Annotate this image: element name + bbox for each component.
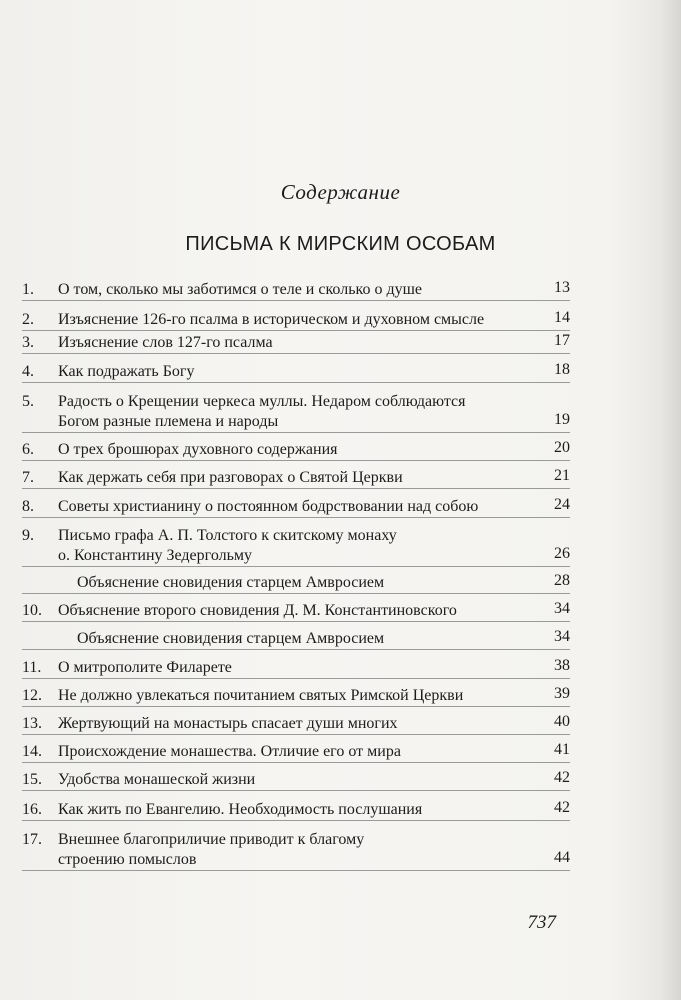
entry-page-number: 44	[554, 849, 570, 866]
entry-title-line: Не должно увлекаться почитанием святых Римской Церкви	[58, 687, 464, 704]
toc-subentry	[22, 573, 570, 594]
entry-title-line: Советы христианину о постоянном бодрствовании над собою	[58, 498, 479, 515]
entry-number: 3.	[22, 334, 34, 351]
entry-title	[58, 800, 534, 820]
entry-page-number: 41	[554, 741, 570, 758]
entry-title	[58, 497, 534, 517]
entry-title	[58, 362, 534, 382]
entry-number: 14.	[22, 743, 42, 760]
entry-title-line: Как подражать Богу	[58, 363, 195, 380]
toc-entry	[22, 280, 570, 301]
entry-title-line: О трех брошюрах духовного содержания	[58, 441, 338, 458]
entry-title	[58, 526, 534, 566]
entry-number: 6.	[22, 441, 34, 458]
entry-number: 10.	[22, 602, 42, 619]
entry-title	[58, 280, 534, 300]
page-edge-shadow	[659, 0, 681, 1000]
entry-page-number: 14	[554, 309, 570, 326]
entry-title-line: Объяснение второго сновидения Д. М. Константиновского	[58, 602, 457, 619]
entry-title-line: Изъяснение 126-го псалма в историческом и духовном смысле	[58, 311, 485, 328]
contents-heading: Содержание	[280, 180, 401, 204]
entry-page-number: 21	[554, 467, 570, 484]
entry-title	[58, 830, 534, 870]
page-number: 737	[527, 912, 556, 933]
entry-title	[58, 658, 534, 678]
entry-number: 2.	[22, 311, 34, 328]
entry-page-number: 20	[554, 439, 570, 456]
entry-number: 16.	[22, 801, 42, 818]
entry-page-number: 28	[554, 572, 570, 589]
entry-title	[58, 333, 534, 353]
entry-page-number: 42	[554, 769, 570, 786]
entry-title	[58, 440, 534, 460]
entry-page-number: 40	[554, 713, 570, 730]
entry-title-line: Жертвующий на монастырь спасает души многих	[58, 715, 398, 732]
toc-entry	[22, 526, 570, 567]
toc-entry	[22, 830, 570, 871]
toc-entry	[22, 601, 570, 622]
entry-title-line: Письмо графа А. П. Толстого к скитскому монаху	[58, 527, 397, 544]
toc-entry	[22, 468, 570, 489]
entry-page-number: 42	[554, 799, 570, 816]
entry-title-line: о. Константину Зедергольму	[58, 547, 253, 564]
entry-title-line: Радость о Крещении черкеса муллы. Недаром соблюдаются	[58, 393, 466, 410]
entry-title	[77, 573, 534, 593]
toc-entry	[22, 742, 570, 763]
entry-page-number: 34	[554, 628, 570, 645]
toc-entry	[22, 392, 570, 433]
toc-entry	[22, 497, 570, 518]
entry-title-line: Удобства монашеской жизни	[58, 771, 256, 788]
toc-subentry	[22, 629, 570, 650]
entry-number: 1.	[22, 281, 34, 298]
entry-title	[58, 392, 534, 432]
entry-page-number: 38	[554, 657, 570, 674]
toc-entry	[22, 362, 570, 383]
entry-number: 9.	[22, 527, 34, 544]
entry-number: 15.	[22, 771, 42, 788]
entry-title	[58, 601, 534, 621]
entry-title-line: О митрополите Филарете	[58, 659, 232, 676]
entry-title-line: Происхождение монашества. Отличие его от мира	[58, 743, 401, 760]
toc-entry	[22, 310, 570, 331]
entry-title	[58, 686, 534, 706]
entry-number: 17.	[22, 831, 42, 848]
entry-title	[58, 714, 534, 734]
entry-title-line: Как жить по Евангелию. Необходимость послушания	[58, 801, 423, 818]
entry-number: 4.	[22, 363, 34, 380]
entry-page-number: 18	[554, 361, 570, 378]
entry-title	[58, 468, 534, 488]
toc-entry	[22, 333, 570, 354]
entry-number: 11.	[22, 659, 42, 676]
entry-title	[58, 770, 534, 790]
entry-title-line: Изъяснение слов 127-го псалма	[58, 334, 273, 351]
entry-page-number: 24	[554, 496, 570, 513]
toc-entry	[22, 658, 570, 679]
entry-title	[77, 629, 534, 649]
entry-page-number: 34	[554, 600, 570, 617]
entry-page-number: 39	[554, 685, 570, 702]
toc-entry	[22, 800, 570, 821]
entry-title-line: Как держать себя при разговорах о Святой Церкви	[58, 469, 403, 486]
entry-page-number: 13	[554, 279, 570, 296]
entry-number: 5.	[22, 393, 34, 410]
entry-number: 13.	[22, 715, 42, 732]
entry-title-line: строению помыслов	[58, 851, 197, 868]
toc-entry	[22, 714, 570, 735]
entry-title	[58, 742, 534, 762]
entry-title-line: Богом разные племена и народы	[58, 413, 279, 430]
entry-title	[58, 310, 534, 330]
entry-title-line: Внешнее благоприличие приводит к благому	[58, 831, 365, 848]
entry-title-line: О том, сколько мы заботимся о теле и сколько о душе	[58, 281, 423, 298]
section-title: ПИСЬМА К МИРСКИМ ОСОБАМ	[185, 233, 496, 255]
toc-entry	[22, 770, 570, 791]
toc-entry	[22, 440, 570, 461]
entry-number: 7.	[22, 469, 34, 486]
entry-title-line: Объяснение сновидения старцем Амвросием	[77, 574, 385, 591]
toc-entry	[22, 686, 570, 707]
entry-number: 8.	[22, 498, 34, 515]
entry-title-line: Объяснение сновидения старцем Амвросием	[77, 630, 385, 647]
entry-page-number: 26	[554, 545, 570, 562]
entry-page-number: 19	[554, 411, 570, 428]
entry-page-number: 17	[554, 332, 570, 349]
entry-number: 12.	[22, 687, 42, 704]
